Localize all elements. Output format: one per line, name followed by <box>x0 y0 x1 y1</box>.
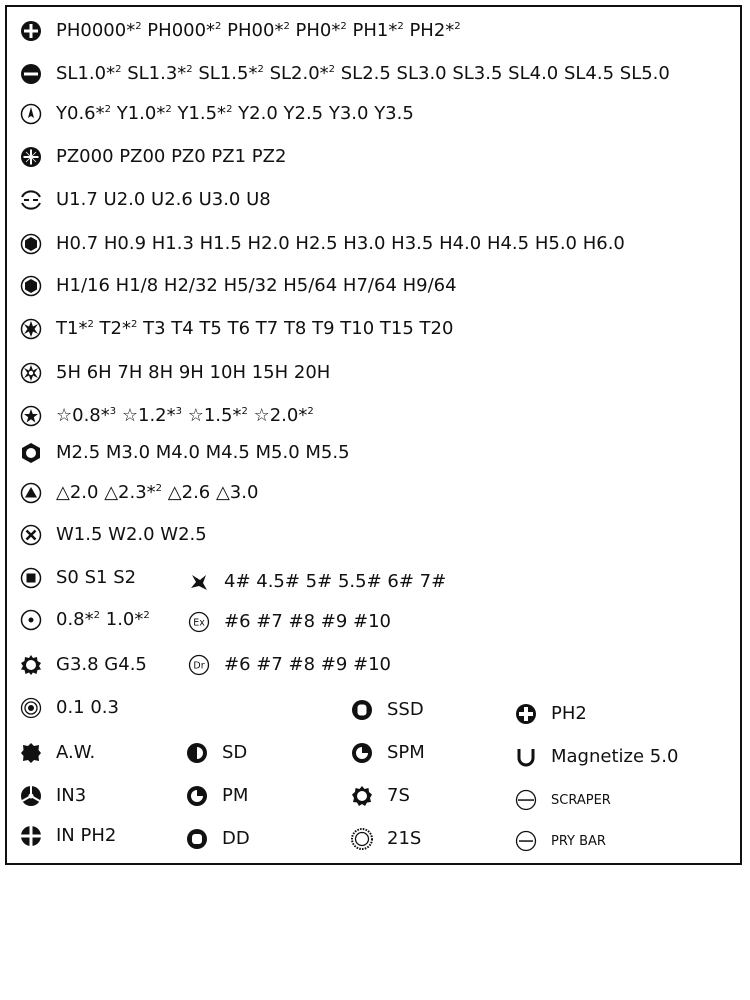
bit-entry-pry-bar <box>515 825 606 857</box>
bit-sizes-label: 0.8*$^2$ 1.0*$^2$ <box>56 609 150 630</box>
bit-entry-twentyone-s <box>351 823 421 855</box>
bit-sizes-label: SPM <box>387 742 425 763</box>
ph2-icon <box>515 703 537 725</box>
u-type-icon <box>20 189 42 211</box>
bit-sizes-label: PH2 <box>551 703 587 724</box>
bit-entry-triangle <box>20 477 258 509</box>
bit-entry-tri-wing-y <box>20 98 414 130</box>
pry-bar-icon <box>515 830 537 852</box>
bit-sizes-label: IN3 <box>56 785 87 806</box>
bit-sizes-label: W1.5 W2.0 W2.5 <box>56 524 207 545</box>
pm-icon <box>186 785 208 807</box>
bit-list-panel <box>5 5 742 865</box>
torx-security-icon <box>20 362 42 384</box>
dot-circle-icon <box>20 609 42 631</box>
bit-entry-hex-imperial <box>20 270 457 302</box>
bit-entry-gear <box>20 649 147 681</box>
bit-entry-seven-s <box>351 780 410 812</box>
spm-icon <box>351 742 373 764</box>
dd-icon <box>186 828 208 850</box>
triangle-icon <box>20 482 42 504</box>
aw-icon <box>20 742 42 764</box>
bit-entry-ssd <box>351 694 424 726</box>
slotted-icon <box>20 63 42 85</box>
bit-sizes-label: DD <box>222 828 250 849</box>
bit-entry-dr <box>188 649 391 681</box>
bit-sizes-label: T1*$^2$ T2*$^2$ T3 T4 T5 T6 T7 T8 T9 T10 T15 T20 <box>56 318 454 339</box>
phillips-icon <box>20 20 42 42</box>
bit-entry-torx-security <box>20 357 330 389</box>
bit-sizes-label: PH0000*$^2$ PH000*$^2$ PH00*$^2$ PH0*$^2$ PH1*$^2$ PH2*$^2$ <box>56 20 461 41</box>
bit-entry-target <box>20 692 119 724</box>
bit-sizes-label: U1.7 U2.0 U2.6 U3.0 U8 <box>56 189 271 210</box>
bit-entry-scraper <box>515 784 611 816</box>
bit-sizes-label: △2.0 △2.3*$^2$ △2.6 △3.0 <box>56 482 259 503</box>
bit-sizes-label: #6 #7 #8 #9 #10 <box>224 654 392 675</box>
cross-x-icon <box>20 524 42 546</box>
bit-sizes-label: SCRAPER <box>551 792 611 808</box>
square-icon <box>20 567 42 589</box>
torx-icon <box>20 318 42 340</box>
svg-text:Dr: Dr <box>193 660 205 672</box>
bit-sizes-label: SL1.0*$^2$ SL1.3*$^2$ SL1.5*$^2$ SL2.0*$^2$ SL2.5 SL3.0 SL3.5 SL4.0 SL4.5 SL5.0 <box>56 63 670 84</box>
bit-entry-slotted <box>20 58 670 90</box>
bit-sizes-label: Magnetize 5.0 <box>551 746 679 767</box>
magnet-icon <box>515 746 537 768</box>
bit-entry-torx <box>20 313 453 345</box>
bit-entry-ex <box>188 606 391 638</box>
bit-sizes-label: 7S <box>387 785 410 806</box>
gear-icon <box>20 654 42 676</box>
bit-sizes-label: 0.1 0.3 <box>56 697 119 718</box>
bit-sizes-label: PRY BAR <box>551 833 606 849</box>
bit-sizes-label: H1/16 H1/8 H2/32 H5/32 H5/64 H7/64 H9/64 <box>56 275 457 296</box>
bit-entry-spm <box>351 737 425 769</box>
hex-metric-icon <box>20 233 42 255</box>
target-icon <box>20 697 42 719</box>
ssd-icon <box>351 699 373 721</box>
bit-entry-hex-metric <box>20 228 625 260</box>
bit-sizes-label: PZ000 PZ00 PZ0 PZ1 PZ2 <box>56 146 287 167</box>
tri-wing-y-icon <box>20 103 42 125</box>
bit-sizes-label: S0 S1 S2 <box>56 567 137 588</box>
ex-icon <box>188 611 210 633</box>
bit-entry-in3 <box>20 780 86 812</box>
bit-entry-ph2 <box>515 698 587 730</box>
hex-socket-icon <box>20 442 42 464</box>
tri-point-icon <box>188 571 210 593</box>
bit-sizes-label: 5H 6H 7H 8H 9H 10H 15H 20H <box>56 362 331 383</box>
hex-imperial-icon <box>20 275 42 297</box>
in-ph2-icon <box>20 825 42 847</box>
bit-sizes-label: A.W. <box>56 742 96 763</box>
svg-text:Ex: Ex <box>193 617 205 629</box>
bit-entry-in-ph2 <box>20 820 116 852</box>
bit-entry-pentalobe <box>20 400 314 432</box>
bit-sizes-label: Y0.6*$^2$ Y1.0*$^2$ Y1.5*$^2$ Y2.0 Y2.5 Y3.0 Y3.5 <box>56 103 414 124</box>
bit-sizes-label: SD <box>222 742 248 763</box>
scraper-icon <box>515 789 537 811</box>
pozidriv-icon <box>20 146 42 168</box>
bit-entry-dd <box>186 823 250 855</box>
pentalobe-icon <box>20 405 42 427</box>
bit-sizes-label: H0.7 H0.9 H1.3 H1.5 H2.0 H2.5 H3.0 H3.5 H4.0 H4.5 H5.0 H6.0 <box>56 233 625 254</box>
bit-sizes-label: M2.5 M3.0 M4.0 M4.5 M5.0 M5.5 <box>56 442 350 463</box>
bit-sizes-label: G3.8 G4.5 <box>56 654 147 675</box>
bit-entry-pozidriv <box>20 141 286 173</box>
sd-icon <box>186 742 208 764</box>
bit-entry-hex-socket <box>20 437 350 469</box>
bit-sizes-label: #6 #7 #8 #9 #10 <box>224 611 392 632</box>
bit-entry-sd <box>186 737 247 769</box>
bit-entry-tri-point <box>188 566 446 598</box>
bit-sizes-label: IN PH2 <box>56 825 117 846</box>
bit-entry-aw <box>20 737 95 769</box>
bit-entry-magnet <box>515 741 678 773</box>
in3-icon <box>20 785 42 807</box>
bit-entry-pm <box>186 780 248 812</box>
dr-icon <box>188 654 210 676</box>
bit-entry-u-type <box>20 184 271 216</box>
bit-sizes-label: PM <box>222 785 249 806</box>
bit-sizes-label: ☆0.8*$^3$ ☆1.2*$^3$ ☆1.5*$^2$ ☆2.0*$^2$ <box>56 405 314 426</box>
bit-sizes-label: 21S <box>387 828 422 849</box>
twentyone-s-icon <box>351 828 373 850</box>
bit-entry-phillips <box>20 15 461 47</box>
bit-entry-cross-x <box>20 519 207 551</box>
bit-entry-dot-circle <box>20 604 150 636</box>
seven-s-icon <box>351 785 373 807</box>
bit-entry-square <box>20 562 136 594</box>
bit-sizes-label: SSD <box>387 699 424 720</box>
bit-sizes-label: 4# 4.5# 5# 5.5# 6# 7# <box>224 571 447 592</box>
